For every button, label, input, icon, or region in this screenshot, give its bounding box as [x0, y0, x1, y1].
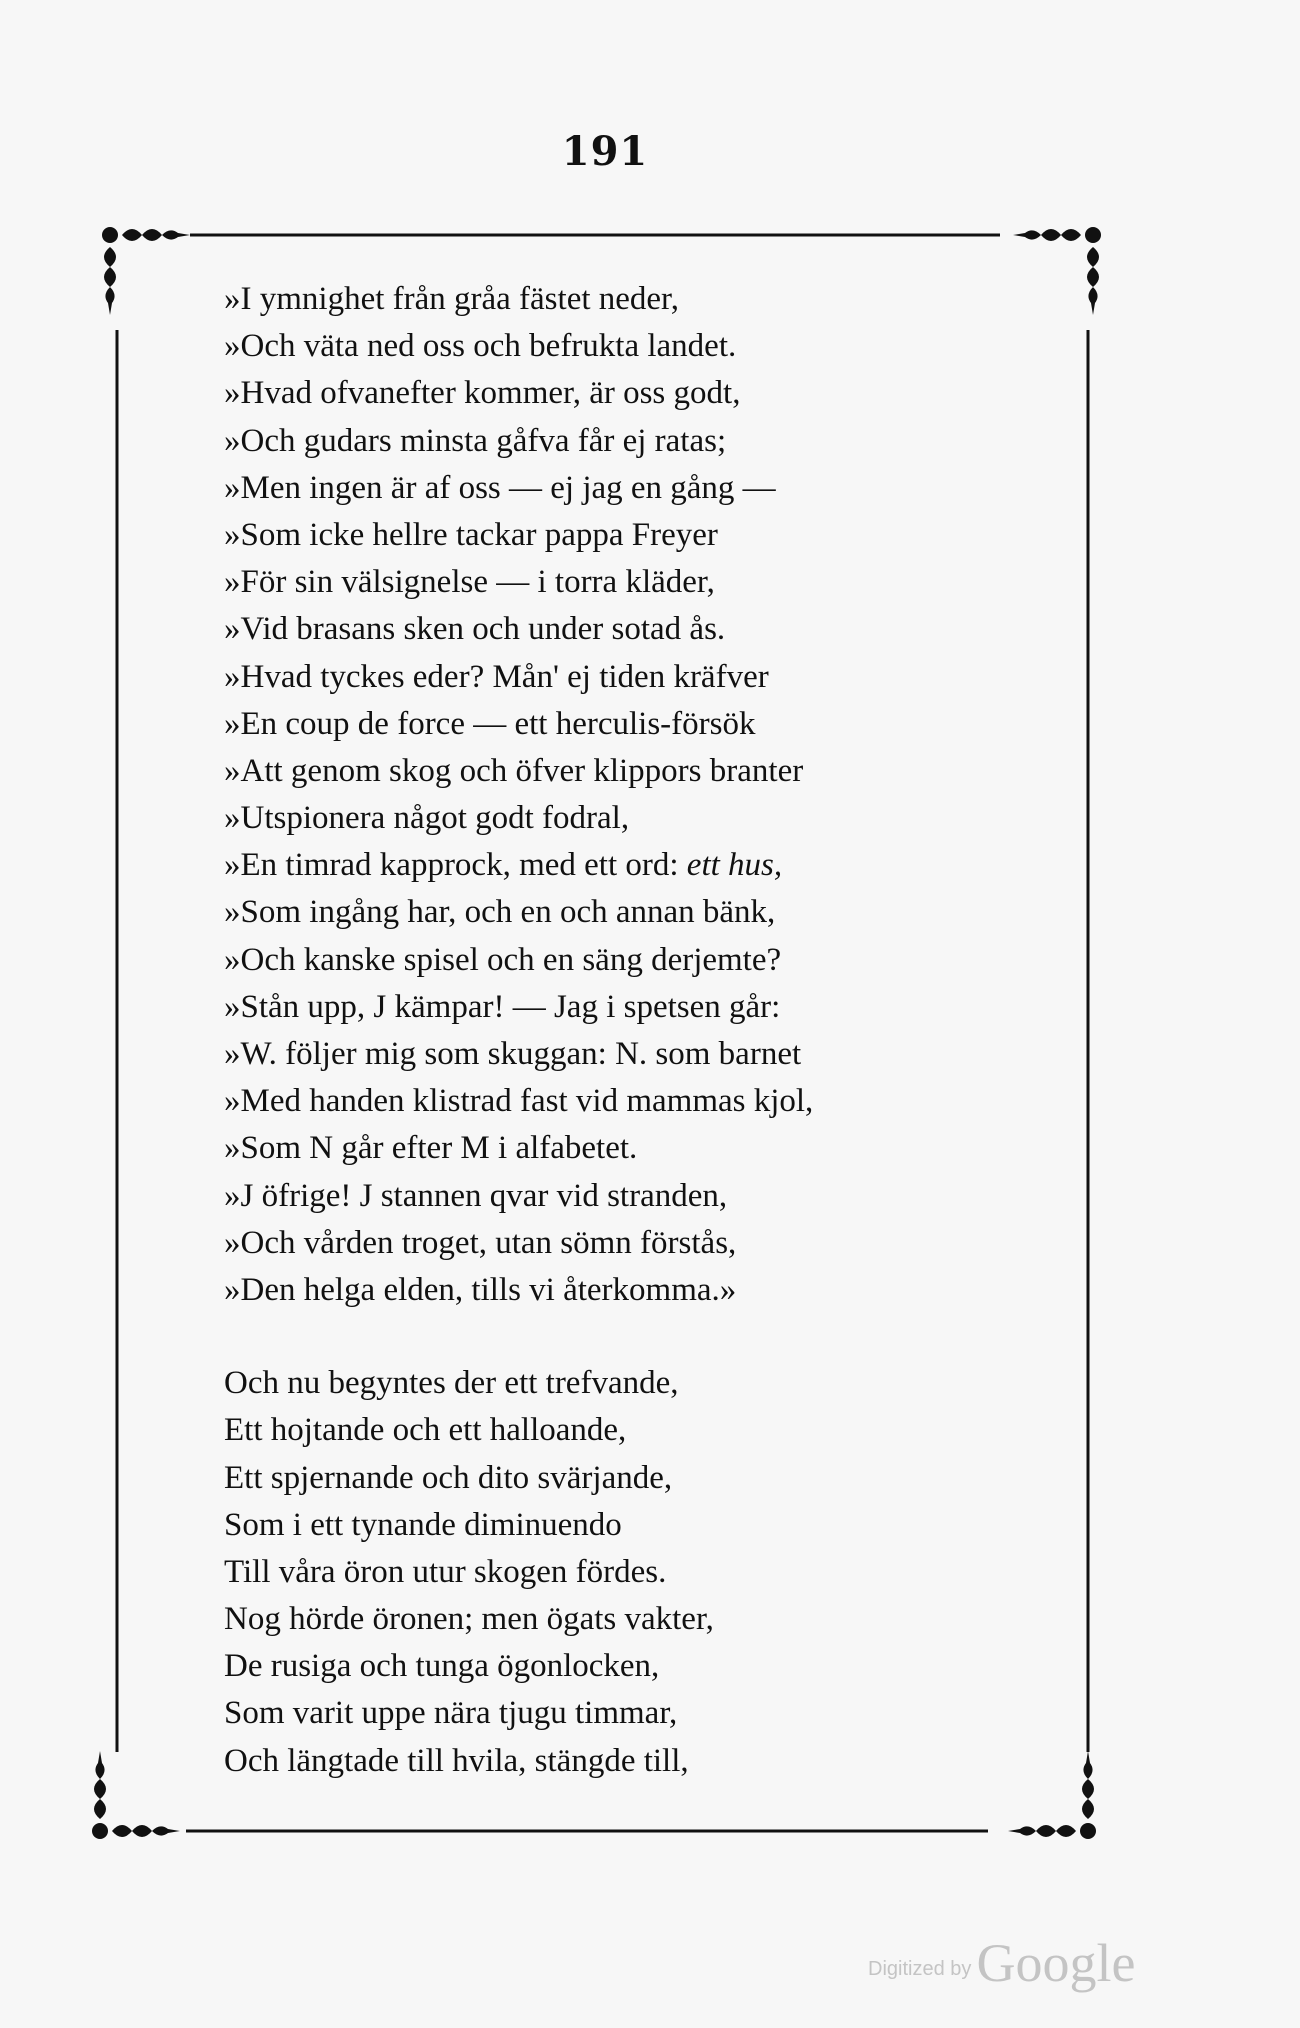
corner-ornament-top-left-icon	[102, 227, 190, 315]
verse-line: Och längtade till hvila, stängde till,	[224, 1742, 689, 1779]
google-logo: Google	[976, 1933, 1136, 1993]
corner-ornament-top-right-icon	[1013, 227, 1101, 315]
verse-line: »Med handen klistrad fast vid mammas kjol,	[224, 1083, 814, 1120]
verse-line: »Utspionera något godt fodral,	[224, 800, 630, 837]
corner-ornament-bottom-right-icon	[1008, 1751, 1096, 1839]
verse-text: »En timrad kapprock, med ett ord:	[224, 847, 687, 884]
verse-line: »Och kanske spisel och en säng derjemte?	[224, 941, 782, 978]
verse-line: »Och gudars minsta gåfva får ej ratas;	[224, 422, 727, 459]
verse-line: Som varit uppe nära tjugu timmar,	[224, 1695, 678, 1732]
corner-ornament-bottom-left-icon	[92, 1751, 180, 1839]
verse-line: Ett hojtande och ett halloande,	[224, 1412, 627, 1449]
verse-line: »W. följer mig som skuggan: N. som barnet	[224, 1036, 802, 1072]
verse-line: Och nu begyntes der ett trefvande,	[224, 1365, 679, 1402]
verse-line: Ett spjernande och dito svärjande,	[224, 1459, 673, 1496]
verse-line: »Som icke hellre tackar pappa Freyer	[224, 516, 718, 553]
verse-line: »En coup de force — ett herculis-försök	[224, 705, 756, 742]
verse-line: »Som ingång har, och en och annan bänk,	[224, 894, 776, 931]
poem-text	[224, 276, 984, 1785]
page-number: 191	[561, 128, 649, 175]
watermark-prefix: Digitized by	[868, 1958, 972, 1980]
verse-line: »Och vården troget, utan sömn förstås,	[224, 1224, 737, 1261]
verse-line: Till våra öron utur skogen fördes.	[224, 1553, 667, 1590]
verse-line: Som i ett tynande diminuendo	[224, 1506, 622, 1543]
verse-line: »Stån upp, J kämpar! — Jag i spetsen går:	[224, 988, 781, 1025]
verse-line: »Hvad ofvanefter kommer, är oss godt,	[224, 375, 741, 412]
italic-emphasis: ett hus,	[686, 847, 783, 884]
verse-line: »Och väta ned oss och befrukta landet.	[224, 328, 737, 365]
verse-line: »Vid brasans sken och under sotad ås.	[224, 611, 726, 648]
verse-line: »Hvad tyckes eder? Mån' ej tiden kräfver	[224, 658, 769, 695]
verse-line: »För sin välsignelse — i torra kläder,	[224, 564, 715, 601]
stanza-gap	[224, 1314, 984, 1360]
verse-line: Nog hörde öronen; men ögats vakter,	[224, 1601, 714, 1638]
verse-line: »Den helga elden, tills vi återkomma.»	[224, 1271, 737, 1308]
verse-line-with-italic	[224, 842, 984, 889]
verse-line: De rusiga och tunga ögonlocken,	[224, 1648, 660, 1685]
verse-line: »J öfrige! J stannen qvar vid stranden,	[224, 1177, 728, 1214]
verse-line: »Att genom skog och öfver klippors branter	[224, 752, 804, 789]
verse-line: »Som N går efter M i alfabetet.	[224, 1130, 638, 1167]
digitized-by-watermark	[868, 1932, 1135, 1994]
verse-line: »Men ingen är af oss — ej jag en gång —	[224, 469, 776, 506]
verse-line: »I ymnighet från gråa fästet neder,	[224, 281, 679, 317]
